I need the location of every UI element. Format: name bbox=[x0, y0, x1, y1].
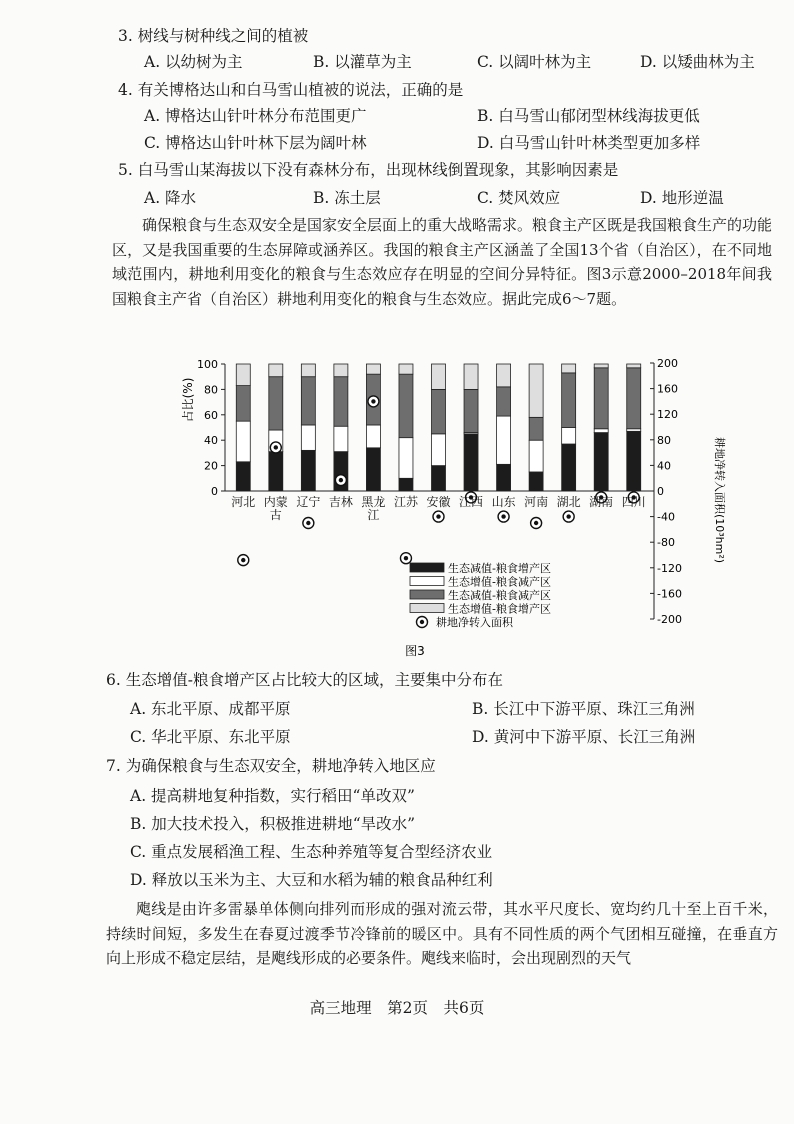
category-label: 吉林 bbox=[328, 495, 353, 509]
category-label: 山东 bbox=[491, 495, 516, 509]
left-axis bbox=[197, 358, 650, 498]
bar-segment bbox=[432, 389, 446, 433]
q5-option-a: A. 降水 bbox=[144, 189, 197, 207]
bar-segment bbox=[497, 387, 511, 416]
bar-segment bbox=[269, 377, 283, 430]
q6-option-b: B. 长江中下游平原、珠江三角洲 bbox=[472, 700, 695, 718]
passage-grain-ecology: 确保粮食与生态双安全是国家安全层面上的重大战略需求。粮食主产区既是我国粮食生产的功能区，又是我国重要的生态屏障或涵养区。我国的粮食主产区涵盖了全国13个省（自治区），在不同地域范围内，耕地利用变化的粮食与生态效应存在明显的空间分异特征。图3示意2000–2018年间我国粮食主产省（自治区）耕地利用变化的粮食与生态效应。据此完成6～7题。 bbox=[112, 216, 773, 308]
bar-segment bbox=[594, 429, 608, 433]
bar-segment bbox=[627, 368, 641, 429]
figure-caption: 图3 bbox=[405, 644, 425, 658]
bar-segment bbox=[529, 417, 543, 440]
bar-segment bbox=[529, 440, 543, 472]
legend-label: 生态减值-粮食增产区 bbox=[448, 562, 551, 575]
bar-segment bbox=[594, 368, 608, 429]
bar-segment bbox=[366, 425, 380, 448]
bar-segment bbox=[464, 364, 478, 389]
q7-option-c: C. 重点发展稻渔工程、生态种养殖等复合型经济农业 bbox=[130, 843, 493, 861]
bar-segment bbox=[529, 364, 543, 417]
bar-segment bbox=[594, 364, 608, 368]
net-transfer-marker-dot bbox=[534, 521, 538, 525]
bar-segment bbox=[301, 450, 315, 491]
figure-3-chart bbox=[170, 350, 730, 660]
q7-option-b: B. 加大技术投入，积极推进耕地“旱改水” bbox=[130, 815, 416, 833]
left-tick-label: 40 bbox=[204, 434, 218, 448]
left-tick-label: 20 bbox=[204, 459, 218, 473]
q4-option-a: A. 博格达山针叶林分布范围更广 bbox=[144, 107, 367, 125]
bar-segment bbox=[432, 466, 446, 491]
q3-option-b: B. 以灌草为主 bbox=[313, 53, 412, 71]
y2-axis-label: 耕地净转入面积(10³hm²) bbox=[713, 436, 726, 564]
bar-segment bbox=[464, 389, 478, 432]
right-tick-label: 120 bbox=[657, 408, 678, 422]
bar-segment bbox=[432, 364, 446, 389]
net-transfer-marker-dot bbox=[501, 514, 505, 518]
bar-segment bbox=[562, 373, 576, 428]
category-label: 河北 bbox=[231, 495, 256, 509]
bar-segment bbox=[236, 364, 250, 386]
bar-segment bbox=[562, 444, 576, 491]
category-label: 安徽 bbox=[426, 495, 451, 509]
net-transfer-marker-dot bbox=[566, 514, 570, 518]
legend-label: 生态减值-粮食减产区 bbox=[448, 589, 551, 602]
q3-option-a: A. 以幼树为主 bbox=[144, 53, 243, 71]
q4-stem: 4. 有关博格达山和白马雪山植被的说法，正确的是 bbox=[118, 81, 464, 99]
bar-segment bbox=[529, 472, 543, 491]
q3-stem: 3. 树线与树种线之间的植被 bbox=[118, 27, 309, 45]
right-axis bbox=[650, 357, 682, 626]
legend-swatch bbox=[410, 577, 444, 586]
bar-segment bbox=[594, 433, 608, 491]
bar-segment bbox=[269, 452, 283, 491]
right-tick-label: 200 bbox=[657, 357, 678, 370]
bar-segment bbox=[301, 425, 315, 450]
q7-option-d: D. 释放以玉米为主、大豆和水稻为辅的粮食品种红利 bbox=[130, 871, 493, 889]
right-tick-label: -80 bbox=[657, 536, 675, 550]
category-label: 辽宁 bbox=[296, 495, 321, 509]
net-transfer-marker-dot bbox=[241, 558, 245, 562]
left-tick-label: 0 bbox=[211, 485, 218, 498]
category-label: 河南 bbox=[524, 495, 549, 509]
right-tick-label: 160 bbox=[657, 382, 678, 396]
category-label: 四川 bbox=[621, 495, 646, 509]
category-label: 江西 bbox=[459, 495, 484, 509]
bar-segment bbox=[497, 464, 511, 491]
y-axis-label: 占比(%) bbox=[181, 377, 195, 423]
right-tick-label: -40 bbox=[657, 510, 675, 524]
q7-option-a: A. 提高耕地复种指数，实行稻田“单改双” bbox=[130, 787, 415, 805]
category-label: 湖南 bbox=[589, 495, 614, 509]
q4-option-b: B. 白马雪山郁闭型林线海拔更低 bbox=[477, 107, 700, 125]
category-label: 内蒙 bbox=[263, 495, 288, 509]
q4-option-d: D. 白马雪山针叶林类型更加多样 bbox=[477, 134, 701, 152]
bar-segment bbox=[399, 478, 413, 491]
bar-segment bbox=[627, 431, 641, 491]
legend-marker-dot bbox=[420, 620, 424, 624]
q5-option-d: D. 地形逆温 bbox=[640, 189, 724, 207]
net-transfer-marker-dot bbox=[339, 478, 343, 482]
right-tick-label: -120 bbox=[657, 561, 682, 575]
bar-segment bbox=[497, 416, 511, 464]
bar-segment bbox=[301, 364, 315, 377]
bar-segment bbox=[366, 448, 380, 491]
q7-stem: 7. 为确保粮食与生态双安全，耕地净转入地区应 bbox=[106, 757, 436, 775]
q3-option-c: C. 以阔叶林为主 bbox=[477, 53, 592, 71]
legend-label: 耕地净转入面积 bbox=[436, 616, 513, 629]
category-label: 古 bbox=[269, 508, 282, 522]
bar-segment bbox=[236, 462, 250, 491]
bar-segment bbox=[334, 377, 348, 427]
q3-option-d: D. 以矮曲林为主 bbox=[640, 53, 755, 71]
legend-swatch bbox=[410, 604, 444, 613]
legend-label: 生态增值-粮食减产区 bbox=[448, 575, 551, 589]
q5-option-c: C. 焚风效应 bbox=[477, 189, 561, 207]
category-label: 江 bbox=[367, 508, 380, 522]
bar-segment bbox=[464, 434, 478, 491]
left-tick-label: 100 bbox=[197, 358, 218, 371]
net-transfer-marker-dot bbox=[306, 521, 310, 525]
right-tick-label: 40 bbox=[657, 459, 671, 473]
bar-segment bbox=[497, 364, 511, 387]
bar-segment bbox=[236, 421, 250, 462]
bar-segment bbox=[236, 386, 250, 422]
net-transfer-marker-dot bbox=[404, 556, 408, 560]
bar-segment bbox=[399, 438, 413, 479]
legend-swatch bbox=[410, 590, 444, 599]
category-label: 黑龙 bbox=[361, 495, 386, 509]
q5-stem: 5. 白马雪山某海拔以下没有森林分布，出现林线倒置现象，其影响因素是 bbox=[118, 161, 619, 179]
q6-stem: 6. 生态增值-粮食增产区占比较大的区域，主要集中分布在 bbox=[106, 671, 503, 689]
net-transfer-marker-dot bbox=[436, 514, 440, 518]
right-tick-label: 0 bbox=[657, 485, 664, 498]
bar-segment bbox=[562, 364, 576, 373]
legend-swatch bbox=[410, 563, 444, 572]
right-tick-label: -160 bbox=[657, 587, 682, 601]
net-transfer-marker-dot bbox=[371, 399, 375, 403]
right-tick-label: -200 bbox=[657, 613, 682, 626]
q6-option-d: D. 黄河中下游平原、长江三角洲 bbox=[472, 728, 696, 746]
legend-label: 生态增值-粮食增产区 bbox=[448, 602, 551, 616]
bar-segment bbox=[562, 428, 576, 445]
category-label: 湖北 bbox=[556, 495, 581, 509]
passage-squall-line: 飑线是由许多雷暴单体侧向排列而形成的强对流云带，其水平尺度长、宽均约几十至上百千米，持续时间短，多发生在春夏过渡季节冷锋前的暖区中。具有不同性质的两个气团相互碰撞，在垂直方向上形成不稳定层结，是飑线形成的必要条件。飑线来临时，会出现剧烈的天气 bbox=[106, 900, 778, 967]
bar-segment bbox=[432, 434, 446, 466]
bar-segment bbox=[399, 374, 413, 438]
right-tick-label: 80 bbox=[657, 433, 671, 447]
bar-segment bbox=[301, 377, 315, 425]
left-tick-label: 60 bbox=[204, 408, 218, 422]
bar-segment bbox=[366, 364, 380, 374]
bars bbox=[236, 364, 640, 491]
net-transfer-marker-dot bbox=[274, 445, 278, 449]
q6-option-a: A. 东北平原、成都平原 bbox=[130, 700, 291, 718]
bar-segment bbox=[627, 364, 641, 368]
bar-segment bbox=[334, 364, 348, 377]
category-label: 江苏 bbox=[393, 495, 418, 509]
page-footer: 高三地理 第2页 共6页 bbox=[309, 999, 485, 1017]
legend bbox=[410, 561, 551, 629]
q5-option-b: B. 冻土层 bbox=[313, 189, 381, 207]
bar-segment bbox=[399, 364, 413, 374]
bar-segment bbox=[269, 364, 283, 377]
left-tick-label: 80 bbox=[204, 383, 218, 397]
q4-option-c: C. 博格达山针叶林下层为阔叶林 bbox=[144, 134, 367, 152]
bar-segment bbox=[334, 426, 348, 451]
q6-option-c: C. 华北平原、东北平原 bbox=[130, 728, 291, 746]
